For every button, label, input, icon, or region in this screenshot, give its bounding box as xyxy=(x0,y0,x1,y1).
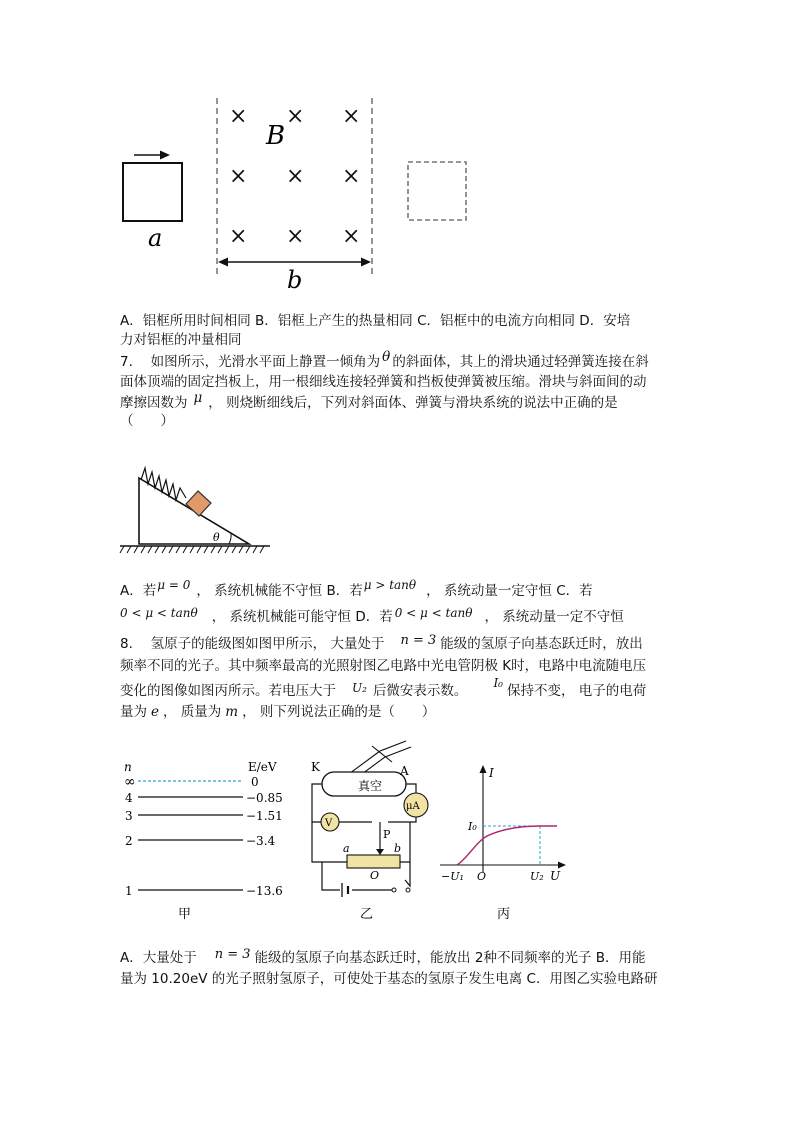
spring xyxy=(141,468,186,500)
slider-contact xyxy=(376,849,384,855)
q8-stem-text: 后微安表示数。 xyxy=(372,683,468,699)
q7-option-text: A．若 xyxy=(120,583,157,599)
q7-options-line2 xyxy=(120,608,624,626)
q8-stem-text: 量为 xyxy=(120,704,147,720)
anode-label: A xyxy=(400,764,409,778)
voltmeter-label: V xyxy=(325,818,333,829)
magnetic-field-figure xyxy=(110,90,490,300)
mu-symbol: μ xyxy=(193,390,203,406)
slider-block xyxy=(186,491,211,516)
angle-arc xyxy=(229,533,231,544)
q7-option-text: ， 系统机械能可能守恒 D．若 xyxy=(211,609,393,625)
cross-mark: × xyxy=(229,104,248,129)
field-crosses xyxy=(229,104,360,249)
q7-stem-text: 的斜面体，其上的滑块通过轻弹簧连接在斜 xyxy=(392,354,649,370)
n-equals-3: n = 3 xyxy=(400,633,437,648)
level-energy-label: −0.85 xyxy=(246,791,283,805)
mass-symbol: m xyxy=(225,704,239,720)
q8-stem-text: 保持不变， 电子的电荷 xyxy=(507,683,647,699)
q8-option-text: A．大量处于 xyxy=(120,950,197,966)
level-n-label: 4 xyxy=(125,791,133,805)
aluminum-frame xyxy=(123,163,182,221)
q7-stem-line3 xyxy=(120,390,618,412)
q7-stem-line2: 面体顶端的固定挡板上，用一根细线连接轻弹簧和挡板使弹簧被压缩。滑块与斜面间的动 xyxy=(120,374,647,390)
incline-figure xyxy=(118,458,278,556)
q6-options-line2: 力对铝框的冲量相同 xyxy=(120,332,242,348)
q7-stem-text: 摩擦因数为 xyxy=(120,395,188,411)
level-n-label: ∞ xyxy=(124,774,136,790)
cross-mark: × xyxy=(286,104,305,129)
cross-mark: × xyxy=(229,164,248,189)
origin-label: O xyxy=(477,870,487,883)
vacuum-label: 真空 xyxy=(358,779,383,793)
ground xyxy=(120,546,270,553)
cathode-label: K xyxy=(311,760,320,774)
i0-symbol: I₀ xyxy=(493,676,503,690)
level-n-label: 3 xyxy=(125,809,133,823)
velocity-arrow xyxy=(134,151,170,160)
width-label: b xyxy=(287,266,303,294)
level-n-label: 1 xyxy=(125,884,133,898)
q8-stem-text: 变化的图像如图丙所示。若电压大于 xyxy=(120,683,336,699)
cross-mark: × xyxy=(342,104,361,129)
cross-mark: × xyxy=(229,224,248,249)
cross-mark: × xyxy=(286,224,305,249)
frame-label: a xyxy=(148,224,163,252)
q8-options-line1 xyxy=(120,949,646,968)
n-equals-3: n = 3 xyxy=(214,947,251,962)
condition-mu-range: 0 < μ < tanθ xyxy=(120,606,198,620)
cross-mark: × xyxy=(342,164,361,189)
cross-mark: × xyxy=(286,164,305,189)
q8-stem-text: ， 质量为 xyxy=(163,704,222,720)
q7-stem-text: 7. 如图所示，光滑水平面上静置一倾角为 xyxy=(120,354,381,370)
level-energy-label: −3.4 xyxy=(246,834,276,848)
q8-stem-line2: 频率不同的光子。其中频率最高的光照射图乙电路中光电管阴极 K时，电路中电流随电压 xyxy=(120,658,647,674)
energy-level-diagram xyxy=(118,755,290,925)
q8-option-text: 能级的氢原子向基态跃迁时，能放出 2种不同频率的光子 B．用能 xyxy=(254,950,646,966)
i0-label: I₀ xyxy=(468,820,477,833)
current-voltage-graph xyxy=(438,755,568,925)
slider-label: P xyxy=(383,828,391,841)
u2-label: U₂ xyxy=(530,870,544,883)
rheostat-end-a: a xyxy=(343,842,350,855)
incline-angle-label: θ xyxy=(213,531,220,544)
q8-stem-line1 xyxy=(120,635,643,654)
figure-caption: 乙 xyxy=(360,907,374,922)
n-axis-label: n xyxy=(124,760,132,774)
figure-caption: 丙 xyxy=(497,907,511,922)
q6-options-line1: A．铝框所用时间相同 B．铝框上产生的热量相同 C．铝框中的电流方向相同 D．安培 xyxy=(120,313,631,329)
field-label: B xyxy=(266,121,286,151)
microammeter-label: μA xyxy=(406,801,420,812)
frame-final-position xyxy=(408,162,466,220)
condition-mu-range: 0 < μ < tanθ xyxy=(394,606,473,620)
energy-axis-label: E/eV xyxy=(248,760,277,774)
q7-option-text: ， 系统机械能不守恒 B．若 xyxy=(196,583,363,599)
level-energy-label: −1.51 xyxy=(246,809,283,823)
u2-symbol: U₂ xyxy=(352,681,367,695)
u-axis-label: U xyxy=(550,869,561,883)
q7-option-text: ， 系统动量一定守恒 C．若 xyxy=(426,583,593,599)
q7-options-line1 xyxy=(120,578,593,600)
q7-answer-paren: （ ） xyxy=(120,413,174,429)
q7-stem-text: ， 则烧断细线后，下列对斜面体、弹簧与滑块系统的说法中正确的是 xyxy=(208,395,618,411)
q8-options-line2: 量为 10.20eV 的光子照射氢原子，可使处于基态的氢原子发生电离 C．用图乙实验电路研 xyxy=(120,971,658,987)
neg-u1-label: −U₁ xyxy=(441,870,464,883)
theta-symbol: θ xyxy=(382,349,391,365)
rheostat-end-b: b xyxy=(394,842,402,855)
level-n-label: 2 xyxy=(125,834,133,848)
q7-option-text: ， 系统动量一定不守恒 xyxy=(484,609,624,625)
q8-stem-text: 8. 氢原子的能级图如图甲所示， 大量处于 xyxy=(120,636,385,652)
photoelectric-circuit xyxy=(305,738,435,928)
q8-stem-text: ， 则下列说法正确的是（ ） xyxy=(242,704,436,720)
level-energy-label: 0 xyxy=(251,775,259,789)
rheostat xyxy=(347,855,400,868)
charge-symbol: e xyxy=(151,704,159,720)
figure-caption: 甲 xyxy=(178,907,192,922)
condition-mu-zero: μ = 0 xyxy=(157,578,191,592)
q8-stem-line4 xyxy=(120,703,435,721)
switch xyxy=(392,888,396,892)
q8-stem-text: 能级的氢原子向基态跃迁时，放出 xyxy=(440,636,643,652)
cross-mark: × xyxy=(342,224,361,249)
i-axis-label: I xyxy=(489,766,494,780)
level-energy-label: −13.6 xyxy=(246,884,283,898)
q7-stem-line1 xyxy=(120,349,649,371)
condition-mu-greater: μ > tanθ xyxy=(363,578,417,592)
rheostat-midpoint: O xyxy=(370,869,380,882)
circuit-wires xyxy=(312,784,416,890)
q8-stem-line3 xyxy=(120,676,647,700)
